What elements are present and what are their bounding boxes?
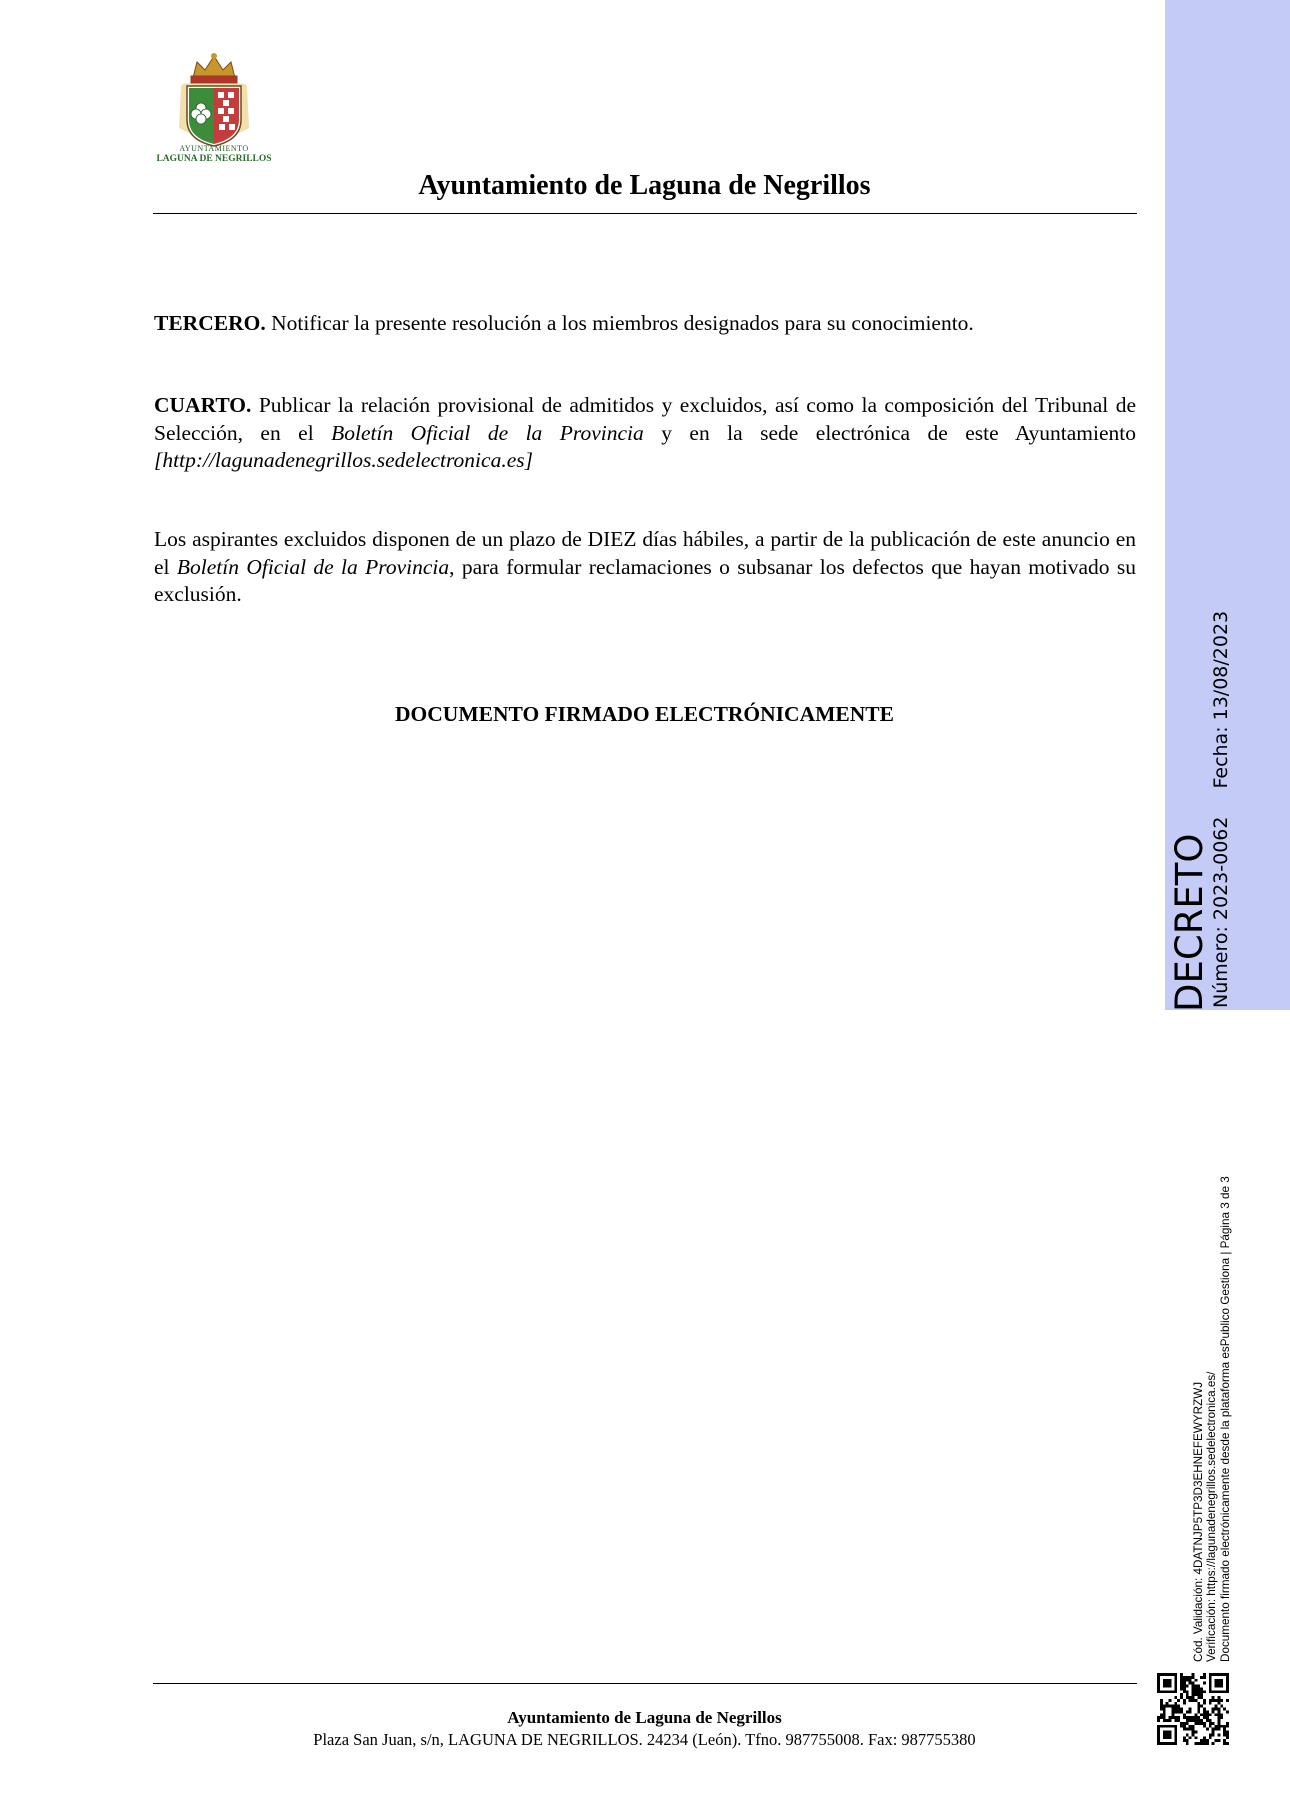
verification-url: Verificación: https://lagunadenegrillos.sedelectronica.es/: [1205, 1371, 1219, 1662]
qr-code-icon: [1157, 1673, 1229, 1745]
header-divider: [153, 213, 1137, 214]
cuarto-text-1: Publicar la relación provisional de admitidos y excluidos, así como la composición del Tribunal de Selección, en el: [154, 393, 1136, 445]
cuarto-paragraph: [154, 392, 1136, 475]
cuarto-label: CUARTO.: [154, 393, 252, 417]
plazo-italic: Boletín Oficial de la Provincia: [176, 554, 450, 579]
plazo-text-2: , para formular reclamaciones o subsanar los defectos que hayan motivado su exclusión.: [154, 554, 1136, 606]
signed-notice: DOCUMENTO FIRMADO ELECTRÓNICAMENTE: [395, 702, 894, 726]
verification-block: [1192, 1176, 1232, 1662]
plazo-text-1: Los aspirantes excluidos disponen de un plazo de DIEZ días hábiles, a partir de la publicación de este anuncio en el: [154, 527, 1136, 579]
footer-name: Ayuntamiento de Laguna de Negrillos: [507, 1708, 782, 1727]
cuarto-italic-1: Boletín Oficial de la Provincia: [331, 420, 644, 445]
logo-caption-line2: LAGUNA DE NEGRILLOS: [156, 154, 272, 164]
cuarto-text-2: y en la sede electrónica de este Ayuntamiento: [643, 420, 1136, 445]
page-title: Ayuntamiento de Laguna de Negrillos: [418, 170, 871, 201]
decreto-number-date: [1210, 611, 1232, 1008]
decreto-numero: Número: 2023-0062: [1210, 816, 1232, 1008]
decreto-label: DECRETO: [1168, 833, 1211, 1012]
verification-code: Cód. Validación: 4DATNJP5TP3D3EHNEFEWYRZWJ: [1192, 1381, 1205, 1662]
tercero-paragraph: [154, 310, 1136, 338]
logo-caption-line1: AYUNTAMIENTO: [179, 144, 249, 153]
footer-address: Plaza San Juan, s/n, LAGUNA DE NEGRILLOS. 24234 (León). Tfno. 987755008. Fax: 987755380: [313, 1730, 976, 1749]
cuarto-url: [http://lagunadenegrillos.sedelectronica.es]: [154, 448, 533, 472]
tercero-text: Notificar la presente resolución a los miembros designados para su conocimiento.: [265, 311, 974, 335]
tercero-label: TERCERO.: [154, 311, 266, 335]
footer-divider: [153, 1683, 1137, 1684]
verification-platform: Documento firmado electrónicamente desde la plataforma esPublico Gestiona | Página 3 de 3: [1218, 1176, 1232, 1662]
plazo-paragraph: [154, 526, 1136, 609]
decreto-fecha: Fecha: 13/08/2023: [1210, 610, 1232, 789]
